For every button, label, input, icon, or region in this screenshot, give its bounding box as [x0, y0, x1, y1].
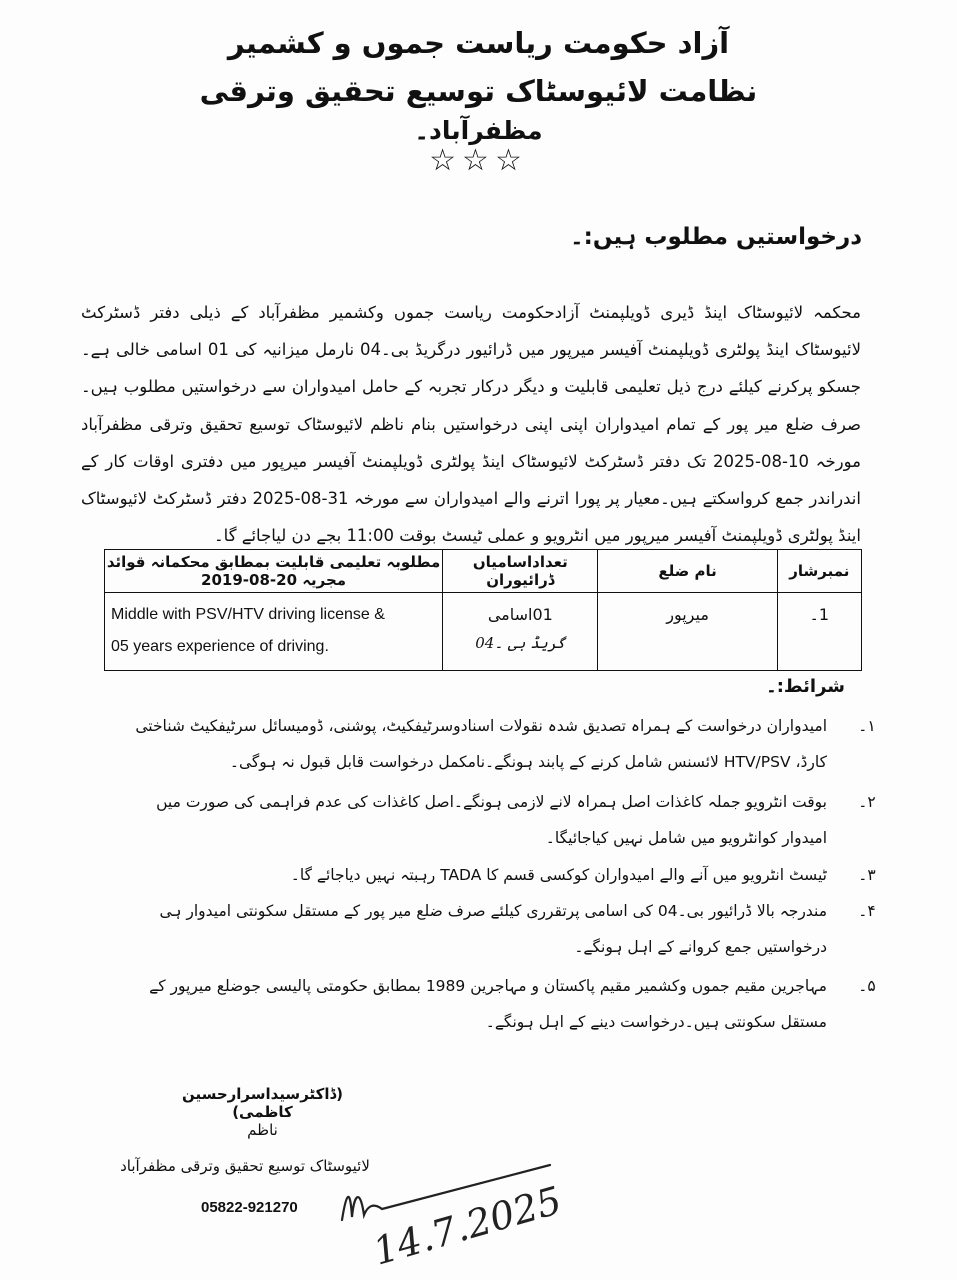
condition-item [127, 784, 876, 856]
office-phone: 05822-921270 [201, 1199, 298, 1216]
table-row [105, 593, 862, 671]
cell-district: میرپور [598, 593, 777, 671]
qualification-line-2: 05 years experience of driving. [111, 638, 329, 655]
header-serial: نمبرشار [777, 550, 861, 593]
condition-item [127, 893, 876, 965]
condition-number: ۲۔ [858, 793, 876, 811]
header-city: مظفرآباد۔ [414, 116, 543, 145]
star-ornament: ☆☆☆ [429, 143, 528, 178]
conditions-title: شرائط:۔ [766, 676, 845, 697]
cell-serial: 1۔ [777, 593, 861, 671]
signature-date: 14.7.2025 [368, 1178, 567, 1274]
handwritten-signature-icon [330, 1125, 570, 1275]
condition-item [127, 968, 876, 1040]
header-posts: تعداداسامیاں ڈرائیوران [443, 550, 598, 593]
condition-item [127, 857, 876, 893]
condition-number: ۴۔ [858, 902, 876, 920]
condition-text: مہاجرین مقیم جموں وکشمیر مقیم پاکستان و مہاجرین 1989 بمطابق حکومتی پالیسی جوضلع میرپور کے مستقل سکونتی ہیں۔درخواست دینے کے اہل ہونگے۔ [149, 977, 827, 1031]
condition-item [127, 708, 876, 780]
condition-text: امیدواران درخواست کے ہمراہ تصدیق شدہ نقولات اسنادوسرٹیفکیٹ، پوشنی، ڈومیسائل سرٹیفکیٹ شناختی کارڈ، HTV/PSV لائسنس شامل کرنے کے پابند ہونگے۔نامکمل درخواست قابل قبول نہ ہوگی۔ [135, 717, 827, 771]
table-header-row [105, 550, 862, 593]
condition-text: ٹیسٹ انٹرویو میں آنے والے امیدواران کوکسی قسم کا TADA رہبتہ نہیں دیاجائے گا۔ [290, 866, 827, 884]
condition-text: بوقت انٹرویو جملہ کاغذات اصل ہمراہ لانے لازمی ہونگے۔اصل کاغذات کی عدم فراہمی کی صورت میں امیدوار کوانٹرویو میں شامل نہیں کیاجائیگا۔ [156, 793, 827, 847]
notice-subject: درخواستیں مطلوب ہیں:۔ [570, 224, 862, 250]
cell-qualification [105, 593, 443, 671]
signatory-name: (ڈاکٹرسیداسرارحسین کاظمی) [181, 1085, 344, 1121]
condition-text: مندرجہ بالا ڈرائیور بی۔04 کی اسامی پرتقرری کیلئے صرف ضلع میر پور کے مستقل سکونتی امیدوار ہی درخواستیں جمع کروانے کے اہل ہونگے۔ [159, 902, 827, 956]
condition-number: ۱۔ [858, 717, 876, 735]
header-government: آزاد حکومت ریاست جموں و کشمیر [227, 26, 730, 60]
signatory-office: لائیوسٹاک توسیع تحقیق وترقی مظفرآباد [120, 1157, 370, 1175]
requirements-table [104, 549, 862, 671]
posts-count: 01اسامی [487, 605, 553, 624]
header-district: نام ضلع [598, 550, 777, 593]
qualification-line-1: Middle with PSV/HTV driving license & [111, 606, 385, 623]
posts-grade-handwritten: گریڈ بی ۔04 [475, 634, 566, 652]
cell-posts [443, 593, 598, 671]
condition-number: ۵۔ [858, 977, 876, 995]
header-qualification: مطلوبہ تعلیمی قابلیت بمطابق محکمانہ قوائد مجریہ 20-08-2019 [105, 550, 443, 593]
condition-number: ۳۔ [858, 866, 876, 884]
notice-body: محکمہ لائیوسٹاک اینڈ ڈیری ڈویلپمنٹ آزادحکومت ریاست جموں وکشمیر مظفرآباد کے ذیلی دفتر ڈسٹرکٹ لائیوسٹاک اینڈ پولٹری ڈویلپمنٹ آفیسر میرپور میں ڈرائیور درگریڈ بی۔04 نارمل میزانیہ کی 01 اسامی خالی ہے۔جسکو پرکرنے کیلئے درج ذیل تعلیمی قابلیت و دیگر درکار تجربہ کے حامل امیدواران سے درخواستیں مطلوب ہیں۔صرف ضلع میر پور کے تمام امیدواران اپنی اپنی درخواستیں بنام ناظم لائیوسٹاک توسیع تحقیق وترقی مظفرآباد مورخہ 10-08-2025 تک دفتر ڈسٹرکٹ لائیوسٹاک اینڈ پولٹری ڈویلپمنٹ آفیسر میرپور میں دفتری اوقات کار کے اندراندر جمع کرواسکتے ہیں۔معیار پر پورا اترنے والے امیدواران سے مورخہ 31-08-2025 دفتر ڈسٹرکٹ لائیوسٹاک اینڈ پولٹری ڈویلپمنٹ آفیسر میرپور میں انٹرویو و عملی ٹیسٹ بوقت 11:00 بجے دن لیاجائے گا۔ [81, 303, 861, 546]
header-directorate: نظامت لائیوسٹاک توسیع تحقیق وترقی [199, 74, 758, 108]
signatory-designation: ناظم [247, 1121, 278, 1139]
